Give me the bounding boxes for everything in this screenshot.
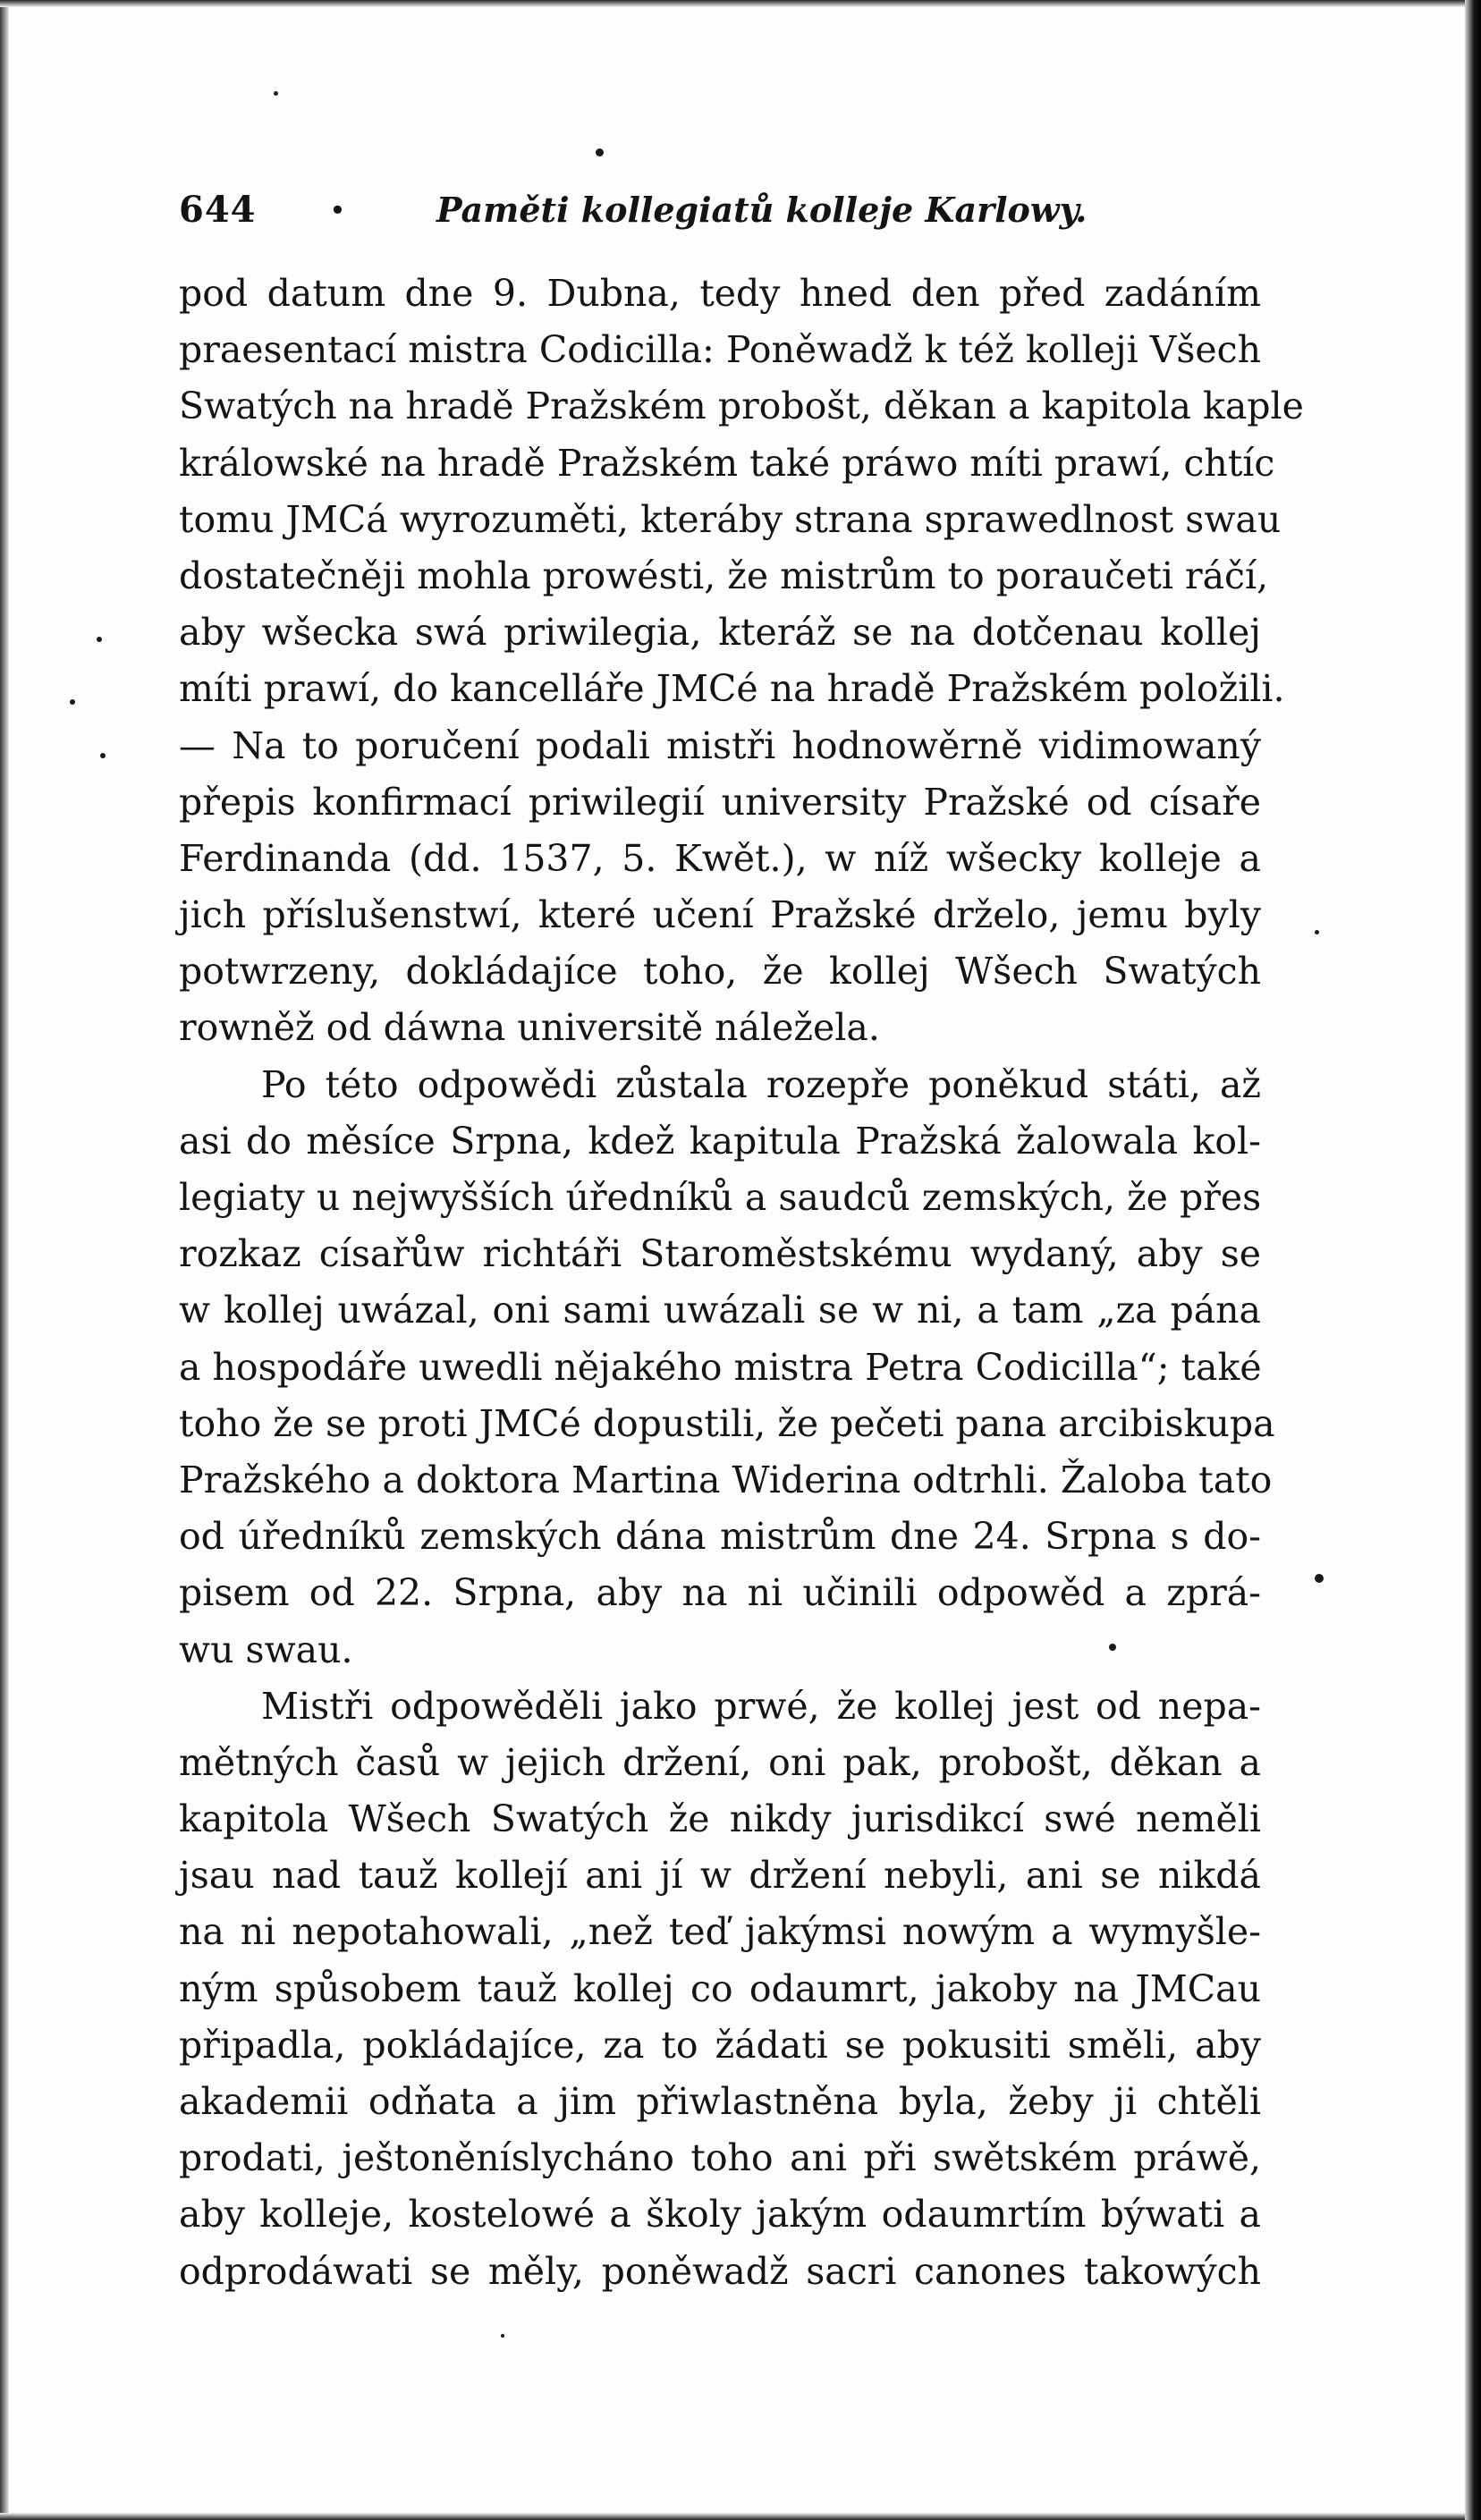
text-line: Po této odpowědi zůstala rozepře poněkud státi, až xyxy=(261,1062,1261,1106)
text-line: rozkaz císařůw richtáři Staroměstskému wydaný, aby se xyxy=(179,1232,1261,1276)
text-line: tomu JMCá wyrozuměti, kteráby strana sprawedlnost swau xyxy=(179,497,1282,541)
text-line: asi do měsíce Srpna, kdež kapitula Pražská žalowala kol- xyxy=(179,1119,1261,1163)
running-title: Paměti kollegiatů kolleje Karlowy. xyxy=(436,190,1087,230)
text-line: wu swau. xyxy=(179,1628,353,1671)
text-line: odprodáwati se měly, poněwadž sacri canones takowých xyxy=(179,2249,1261,2293)
text-line: rowněž od dáwna universitě náležela. xyxy=(179,1006,880,1050)
text-line: Mistři odpowěděli jako prwé, že kollej jest od nepa- xyxy=(261,1684,1261,1728)
header-bullet: • xyxy=(329,193,346,227)
text-line: od úředníků zemských dána mistrům dne 24. Srpna s do- xyxy=(179,1515,1261,1559)
text-line: pod datum dne 9. Dubna, tedy hned den před zadáním xyxy=(179,272,1261,315)
text-line: mětných časů w jejich držení, oni pak, probošt, děkan a xyxy=(179,1740,1261,1784)
scan-speck xyxy=(70,699,75,705)
scan-speck xyxy=(1315,1574,1324,1583)
text-line: toho že se proti JMCé dopustili, že pečeti pana arcibiskupa xyxy=(179,1401,1275,1445)
page-number: 644 xyxy=(179,189,257,231)
text-line: aby wšecka swá priwilegia, kteráž se na dotčenau kollej xyxy=(179,611,1261,655)
page-edge-top xyxy=(0,0,1481,7)
text-line: Pražského a doktora Martina Widerina odtrhli. Žaloba tato xyxy=(179,1458,1273,1501)
text-line: a hospodáře uwedli nějakého mistra Petra Codicilla“; také xyxy=(179,1345,1262,1389)
text-line: dostatečněji mohla prowésti, že mistrům to poraučeti ráčí, xyxy=(179,554,1269,597)
text-line: pisem od 22. Srpna, aby na ni učinili odpowěd a zprá- xyxy=(179,1571,1261,1615)
page-edge-left xyxy=(0,0,9,2520)
text-line: w kollej uwázal, oni sami uwázali se w ni, a tam „za pána xyxy=(179,1289,1261,1332)
text-line: akademii odňata a jim přiwlastněna byla, žeby ji chtěli xyxy=(179,2080,1261,2123)
text-line: Swatých na hradě Pražském probošt, děkan a kapitola kaple xyxy=(179,385,1304,428)
body-text xyxy=(179,266,1304,2300)
scan-speck xyxy=(97,637,102,642)
page-header xyxy=(179,185,1270,235)
text-line: aby kolleje, kostelowé a školy jakým odaumrtím býwati a xyxy=(179,2193,1261,2237)
text-line: jsau nad tauž kollejí ani jí w držení nebyli, ani se nikdá xyxy=(179,1854,1261,1898)
text-line: přepis konfirmací priwilegií university Pražské od císaře xyxy=(179,780,1261,824)
text-line: připadla, pokládajíce, za to žádati se pokusiti směli, aby xyxy=(179,2023,1261,2067)
scan-speck xyxy=(596,148,604,156)
scan-speck xyxy=(501,2334,504,2338)
text-line: ným spůsobem tauž kollej co odaumrt, jakoby na JMCau xyxy=(179,1966,1261,2010)
text-line: prodati, ještoněníslycháno toho ani při swětském práwě, xyxy=(179,2136,1261,2180)
text-line: míti prawí, do kancelláře JMCé na hradě Pražském položili. xyxy=(179,667,1285,711)
text-line: potwrzeny, dokládajíce toho, že kollej Wšech Swatých xyxy=(179,950,1261,994)
text-line: Ferdinanda (dd. 1537, 5. Kwět.), w níž wšecky kolleje a xyxy=(179,836,1261,880)
page-edge-right xyxy=(1465,0,1481,2520)
text-line: na ni nepotahowali, „než teď jakýmsi nowým a wymyšle- xyxy=(179,1910,1261,1954)
scan-speck xyxy=(100,753,106,758)
text-line: kapitola Wšech Swatých že nikdy jurisdikcí swé neměli xyxy=(179,1797,1261,1841)
text-line: legiaty u nejwyšších úředníků a saudců zemských, že přes xyxy=(179,1176,1262,1219)
page-edge-bottom xyxy=(0,2513,1481,2520)
text-line: králowské na hradě Pražském také práwo míti prawí, chtíc xyxy=(179,441,1275,485)
scan-speck xyxy=(274,91,278,96)
scan-speck xyxy=(1315,930,1319,934)
text-line: — Na to poručení podali mistři hodnowěrně vidimowaný xyxy=(179,723,1261,767)
text-line: jich příslušenstwí, které učení Pražské drželo, jemu byly xyxy=(179,893,1261,937)
text-line: praesentací mistra Codicilla: Poněwadž k též kolleji Všech xyxy=(179,328,1261,372)
